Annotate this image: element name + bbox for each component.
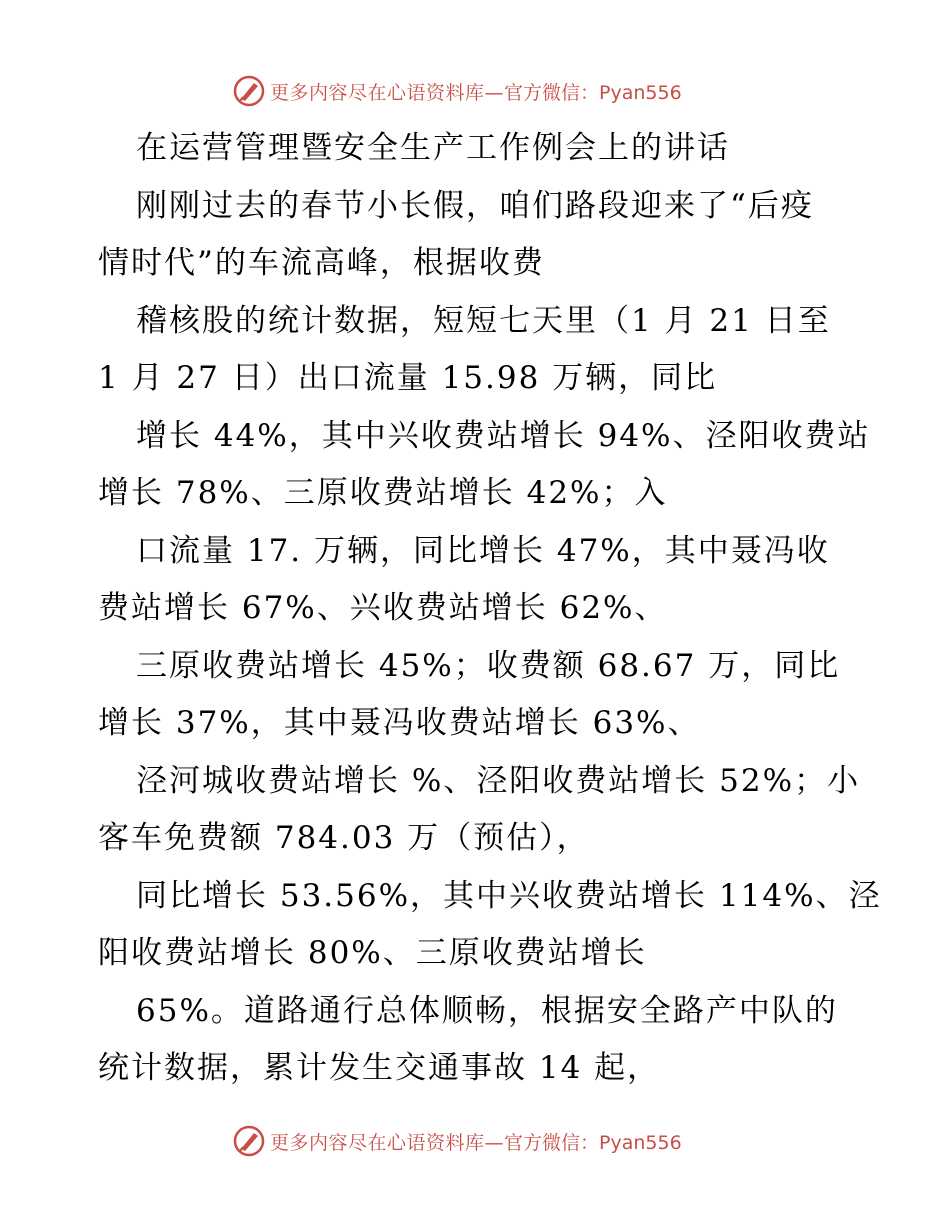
watermark-contact: 官方微信：Pyan556 — [504, 1131, 682, 1154]
body-line: 三原收费站增长 45%；收费额 68.67 万，同比 — [136, 647, 841, 684]
body-line: 增长 44%，其中兴收费站增长 94%、泾阳收费站 — [136, 417, 871, 454]
body-line: 增长 78%、三原收费站增长 42%；入 — [98, 475, 668, 511]
body-line: 增长 37%，其中聂冯收费站增长 63%、 — [98, 705, 701, 741]
watermark-contact: 官方微信：Pyan556 — [504, 81, 682, 104]
body-line: 同比增长 53.56%，其中兴收费站增长 114%、泾 — [136, 877, 882, 914]
body-line: 客车免费额 784.03 万（预估）， — [98, 820, 590, 856]
body-line: 阳收费站增长 80%、三原收费站增长 — [98, 935, 647, 971]
body-line: 情时代”的车流高峰，根据收费 — [98, 245, 545, 281]
body-line: 费站增长 67%、兴收费站增长 62%、 — [98, 590, 668, 626]
document-body — [98, 120, 882, 1098]
body-line: 统计数据，累计发生交通事故 14 起， — [98, 1050, 661, 1086]
body-line: 稽核股的统计数据，短短七天里（1 月 21 日至 — [136, 302, 831, 339]
body-line: 口流量 17. 万辆，同比增长 47%，其中聂冯收 — [136, 532, 830, 569]
feather-pen-seal-icon — [232, 1124, 266, 1158]
footer-watermark — [232, 1121, 682, 1161]
body-line: 泾河城收费站增长 %、泾阳收费站增长 52%；小 — [136, 762, 861, 799]
watermark-text: 更多内容尽在心语资料库— — [270, 1131, 505, 1154]
document-title: 在运营管理暨安全生产工作例会上的讲话 — [136, 130, 730, 166]
feather-pen-seal-icon — [232, 74, 266, 108]
body-line: 65%。道路通行总体顺畅，根据安全路产中队的 — [136, 992, 838, 1029]
body-line: 1 月 27 日）出口流量 15.98 万辆，同比 — [98, 360, 718, 396]
watermark-text: 更多内容尽在心语资料库— — [270, 81, 505, 104]
header-watermark — [232, 71, 682, 111]
body-line: 刚刚过去的春节小长假，咱们路段迎来了“后疫 — [136, 187, 814, 224]
